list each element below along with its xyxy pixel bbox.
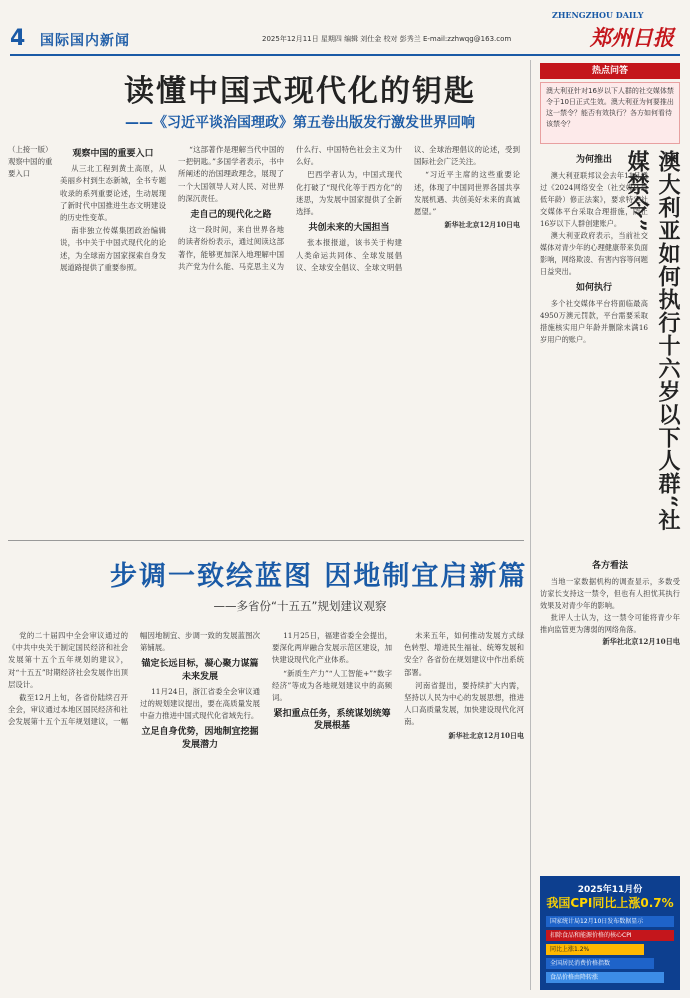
section-heading: 立足自身优势，因地制宜挖掘发展潜力 [141, 727, 259, 750]
paragraph: 11月25日，福建省委全会提出，要深化两岸融合发展示范区建设，加快建设现代化产业体系。 [272, 631, 392, 665]
masthead-rule [10, 54, 680, 56]
section-heading: 各方看法 [591, 561, 628, 571]
section-heading: 锚定长远目标，凝心聚力谋篇未来发展 [141, 659, 259, 682]
paragraph: 批评人士认为，这一禁令可能将青少年推向监管更为薄弱的网络角落。 [540, 613, 680, 634]
hot-topic-tab: 热点问答 [540, 63, 680, 79]
paragraph: 张本报报道，该书关于构建人类命运共同体、全球发展倡议、全球安全倡议、全球文明倡议、全球治理倡议的论述，受到国际社会广泛关注。 [296, 145, 520, 272]
article-1-lead [8, 144, 56, 534]
infographic-date: 2025年11月份 [577, 885, 643, 895]
paragraph: 这一段时间，来自世界各地的读者纷纷表示，通过阅读这部著作，能够更加深入地理解中国共产党为什么能、马克思主义为什么行、中国特色社会主义为什么好。 [178, 145, 402, 271]
paragraph: “这部著作是理解当代中国的一把钥匙。”多国学者表示，书中所阐述的治国理政理念，展现了一个大国领导人对人民、对世界的深沉责任。 [178, 145, 284, 203]
article-2-headline: 步调一致绘蓝图 因地制宜启新篇 [110, 561, 528, 592]
byline: 新华社北京12月10日电 [602, 637, 680, 646]
infographic-bar: 同比上涨1.2% [546, 944, 644, 955]
article-2-subheadline: ——多省份“十五五”规划建议观察 [213, 599, 387, 613]
lead-text: （上接一版）观察中国的重要入口 [8, 145, 53, 179]
sidebar-vertical-headline: 澳大利亚如何执行十六岁以下人群“社媒禁令” [624, 150, 681, 532]
section-heading: 观察中国的重要入口 [72, 149, 154, 159]
paragraph: “新质生产力”“人工智能+”“数字经济”等成为各地规划建议中的高频词。 [272, 668, 392, 703]
infographic-bar: 全国居民消费价格指数 [546, 958, 654, 969]
paragraph: 多个社交媒体平台将面临最高4950万澳元罚款，平台需要采取措施核实用户年龄并删除未满16岁用户的账户。 [540, 299, 648, 344]
section-heading: 紧扣重点任务，系统谋划统筹发展根基 [273, 709, 391, 732]
byline: 新华社北京12月10日电 [444, 220, 520, 230]
article-1-body [60, 144, 520, 534]
column-divider [530, 60, 531, 990]
paragraph: 从三北工程到黄土高原，从美丽乡村到生态新城，全书专题收录的系列重要论述，生动展现了新时代中国推进生态文明建设的历史性变革。 [60, 164, 166, 223]
section-heading: 如何执行 [575, 283, 612, 293]
paragraph: 巴西学者认为，中国式现代化打破了“现代化等于西方化”的迷思，为发展中国家提供了全新选择。 [296, 170, 402, 217]
paragraph: 澳大利亚联邦议会去年11月通过《2024网络安全（社交媒体最低年龄）修正法案》，要求特定社交媒体平台采取合理措施，防止16岁以下人群创建账户。 [540, 171, 648, 228]
paragraph: 澳大利亚政府表示，当前社交媒体对青少年的心理健康带来负面影响，网络欺凌、有害内容等问题日益突出。 [540, 231, 648, 276]
paragraph: 党的二十届四中全会审议通过的《中共中央关于制定国民经济和社会发展第十五个五年规划的建议》，对“十五五”时期经济社会发展作出顶层设计。 [8, 631, 128, 689]
page-number: 4 [10, 26, 26, 51]
article-2-body [8, 630, 524, 990]
sidebar-body-continued [540, 556, 680, 870]
infographic-bar: 国家统计局12月10日发布数据显示 [546, 916, 674, 927]
paragraph: 11月24日，浙江省委全会审议通过的规划建议提出，要在高质量发展中奋力推进中国式现代化省域先行。 [140, 686, 260, 721]
section-heading: 为何推出 [575, 155, 612, 165]
paragraph: 截至12月上旬，各省份陆续召开全会，审议通过本地区国民经济和社会发展第十五个五年规划建议，一幅幅因地制宜、步调一致的发展蓝图次第铺展。 [8, 631, 260, 727]
paragraph: 南非独立传媒集团政治编辑说，书中关于中国式现代化的论述，为全球南方国家探索自身发展道路提供了重要参照。 [60, 226, 166, 272]
article-1-subheadline: ——《习近平谈治国理政》第五卷出版发行激发世界回响 [125, 115, 475, 131]
cpi-infographic [540, 876, 680, 990]
article-1-headline: 读懂中国式现代化的钥匙 [124, 74, 476, 109]
section-title: 国际国内新闻 [40, 33, 130, 49]
masthead [0, 0, 690, 58]
paragraph: 当地一家数据机构的调查显示，多数受访家长支持这一禁令，但也有人担忧其执行效果及对青少年的影响。 [540, 577, 680, 610]
paragraph: “习近平主席的这些重要论述，体现了中国同世界各国共享发展机遇、共创美好未来的真诚愿望。” [414, 170, 520, 217]
infographic-bar: 食品价格由降转涨 [546, 972, 664, 983]
brand-logo: 郑州日报 [590, 25, 674, 50]
infographic-title: 我国CPI同比上涨0.7% [546, 896, 674, 910]
byline: 新华社北京12月10日电 [448, 730, 524, 740]
paragraph: 河南省提出，要持续扩大内需，坚持以人民为中心的发展思想，推进人口高质量发展，加快建设现代化河南。 [404, 680, 524, 727]
hot-topic-summary: 澳大利亚针对16岁以下人群的社交媒体禁令于10日正式生效。澳大利亚为何要推出这一禁令？能否有效执行？各方如何看待该禁令？ [540, 82, 680, 144]
section-heading: 共创未来的大国担当 [308, 223, 390, 234]
issue-meta: 2025年12月11日 星期四 编辑 刘仕金 校对 彭秀兰 E-mail:zzhwqg@163.com [262, 35, 512, 43]
infographic-bar: 扣除食品和能源价格的核心CPI [546, 930, 674, 941]
section-heading: 走自己的现代化之路 [190, 210, 272, 221]
paragraph: 未来五年，如何推动发展方式绿色转型、增进民生福祉、统筹发展和安全？各省份在规划建议中作出系统部署。 [404, 631, 524, 677]
brand-english: ZHENGZHOU DAILY [552, 10, 644, 20]
article-separator [8, 540, 524, 541]
